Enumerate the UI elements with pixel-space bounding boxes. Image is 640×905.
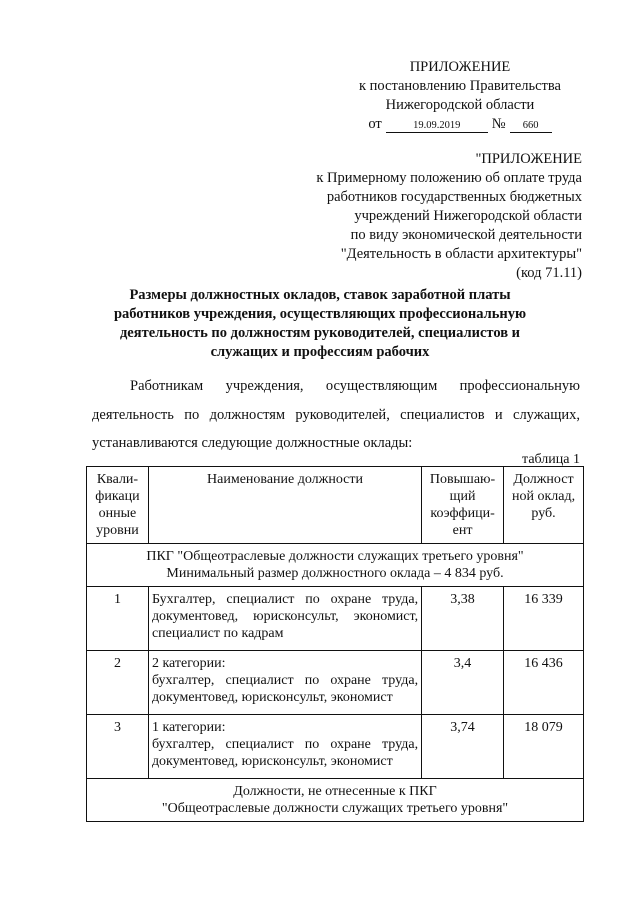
appendix-ref-line-2: к Примерному положению об оплате труда [316,170,582,186]
title-line-1: Размеры должностных окладов, ставок заработной платы [129,287,511,303]
appendix-date-line [330,115,590,134]
intro-paragraph [92,372,580,458]
group-row [87,544,584,587]
row-coefficient: 3,4 [422,651,504,715]
group-1-heading: ПКГ "Общеотраслевые должности служащих третьего уровня" Минимальный размер должностного оклада – 4 834 руб. [87,544,584,587]
intro-text: Работникам учреждения, осуществляющим профессиональную деятельность по должностям руководителей, специалистов и служащих, устанавливаются следующие должностные оклады: [92,378,580,451]
document-title [100,286,540,362]
row-salary: 16 436 [504,651,584,715]
salary-table [86,466,584,822]
row-position: 1 категории: бухгалтер, специалист по охране труда, документовед, юрисконсульт, экономист [148,715,421,779]
row-level: 3 [87,715,149,779]
appendix-ref-line-4: учреждений Нижегородской области [354,208,582,224]
appendix-line-2: к постановлению Правительства [359,78,561,94]
group-2-heading: Должности, не отнесенные к ПКГ "Общеотраслевые должности служащих третьего уровня" [87,779,584,822]
appendix-line-3: Нижегородской области [385,97,535,113]
appendix-header [330,58,590,134]
row-position: 2 категории: бухгалтер, специалист по охране труда, документовед, юрисконсульт, экономист [148,651,421,715]
appendix-ref-line-7: (код 71.11) [516,265,582,281]
appendix-reference [262,150,582,283]
title-line-4: служащих и профессиям рабочих [210,344,430,360]
table-caption: таблица 1 [522,452,580,467]
table-row [87,715,584,779]
row-level: 1 [87,587,149,651]
table-header-row [87,467,584,544]
header-coefficient: Повышаю- щий коэффици- ент [422,467,504,544]
table-row [87,587,584,651]
header-salary: Должност ной оклад, руб. [504,467,584,544]
from-label: от [368,116,382,132]
header-position: Наименование должности [148,467,421,544]
title-line-3: деятельность по должностям руководителей, специалистов и [119,325,521,341]
row-salary: 18 079 [504,715,584,779]
row-salary: 16 339 [504,587,584,651]
header-level: Квали- фикаци онные уровни [87,467,149,544]
row-level: 2 [87,651,149,715]
row-position: Бухгалтер, специалист по охране труда, документовед, юрисконсульт, экономист, специалист по кадрам [148,587,421,651]
group-row [87,779,584,822]
appendix-ref-line-3: работников государственных бюджетных [326,189,582,205]
decree-date: 19.09.2019 [386,120,488,133]
appendix-ref-line-5: по виду экономической деятельности [350,227,582,243]
row-coefficient: 3,74 [422,715,504,779]
row-coefficient: 3,38 [422,587,504,651]
number-label: № [491,116,506,132]
appendix-ref-line-1: "ПРИЛОЖЕНИЕ [475,151,582,167]
decree-number: 660 [510,120,552,133]
table-row [87,651,584,715]
appendix-title: ПРИЛОЖЕНИЕ [409,59,511,75]
appendix-ref-line-6: "Деятельность в области архитектуры" [340,246,582,262]
title-line-2: работников учреждения, осуществляющих профессиональную [113,306,527,322]
